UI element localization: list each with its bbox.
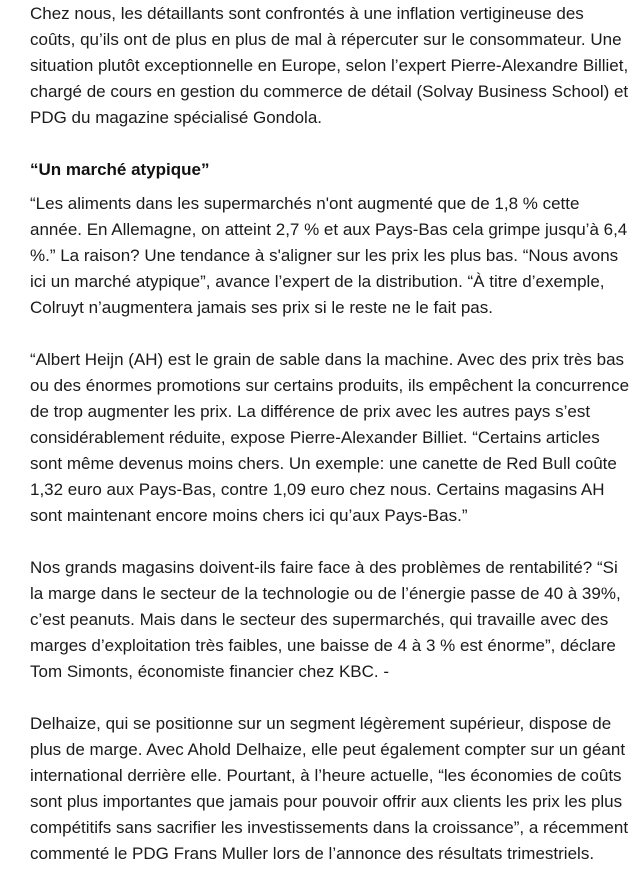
section-subheading: “Un marché atypique” [30, 160, 210, 179]
paragraph-delhaize: Delhaize, qui se positionne sur un segment légèrement supérieur, dispose de plus de marge. Avec Ahold Delhaize, elle peut également compter sur un géant international derrière elle. Pourtant, à l’heure actuelle, “les économies de coûts sont plus importantes que jamais pour pouvoir offrir aux clients les prix les plus compétitifs sans sacrifier les investissements dans la croissance”, a récemment commenté le PDG Frans Muller lors de l’annonce des résultats trimestriels. [30, 714, 629, 863]
paragraph-inflation-rates: “Les aliments dans les supermarchés n'ont augmenté que de 1,8 % cette année. En Allemagne, on atteint 2,7 % et aux Pays-Bas cela grimpe jusqu’à 6,4 %.” La raison? Une tendance à s'aligner sur les prix les plus bas. “Nous avons ici un marché atypique”, avance l’expert de la distribution. “À titre d’exemple, Colruyt n’augmentera jamais ses prix si le reste ne le fait pas. [30, 194, 628, 317]
paragraph-profitability: Nos grands magasins doivent-ils faire face à des problèmes de rentabilité? “Si la marge dans le secteur de la technologie ou de l’énergie passe de 40 à 39%, c’est peanuts. Mais dans le secteur des supermarchés, qui travaille avec des marges d’exploitation très faibles, une baisse de 4 à 3 % est énorme”, déclare Tom Simonts, économiste financier chez KBC. - [30, 558, 621, 681]
paragraph-albert-heijn: “Albert Heijn (AH) est le grain de sable dans la machine. Avec des prix très bas ou des énormes promotions sur certains produits, ils empêchent la concurrence de trop augmenter les prix. La différence de prix avec les autres pays s’est considérablement réduite, expose Pierre-Alexander Billiet. “Certains articles sont même devenus moins chers. Un exemple: une canette de Red Bull coûte 1,32 euro aux Pays-Bas, contre 1,09 euro chez nous. Certains magasins AH sont maintenant encore moins chers ici qu’aux Pays-Bas.” [30, 350, 630, 525]
intro-paragraph: Chez nous, les détaillants sont confrontés à une inflation vertigineuse des coûts, qu’ils ont de plus en plus de mal à répercuter sur le consommateur. Une situation plutôt exceptionnelle en Europe, selon l’expert Pierre-Alexandre Billiet, chargé de cours en gestion du commerce de détail (Solvay Business School) et PDG du magazine spécialisé Gondola. [30, 4, 629, 127]
article-body [30, 0, 630, 893]
